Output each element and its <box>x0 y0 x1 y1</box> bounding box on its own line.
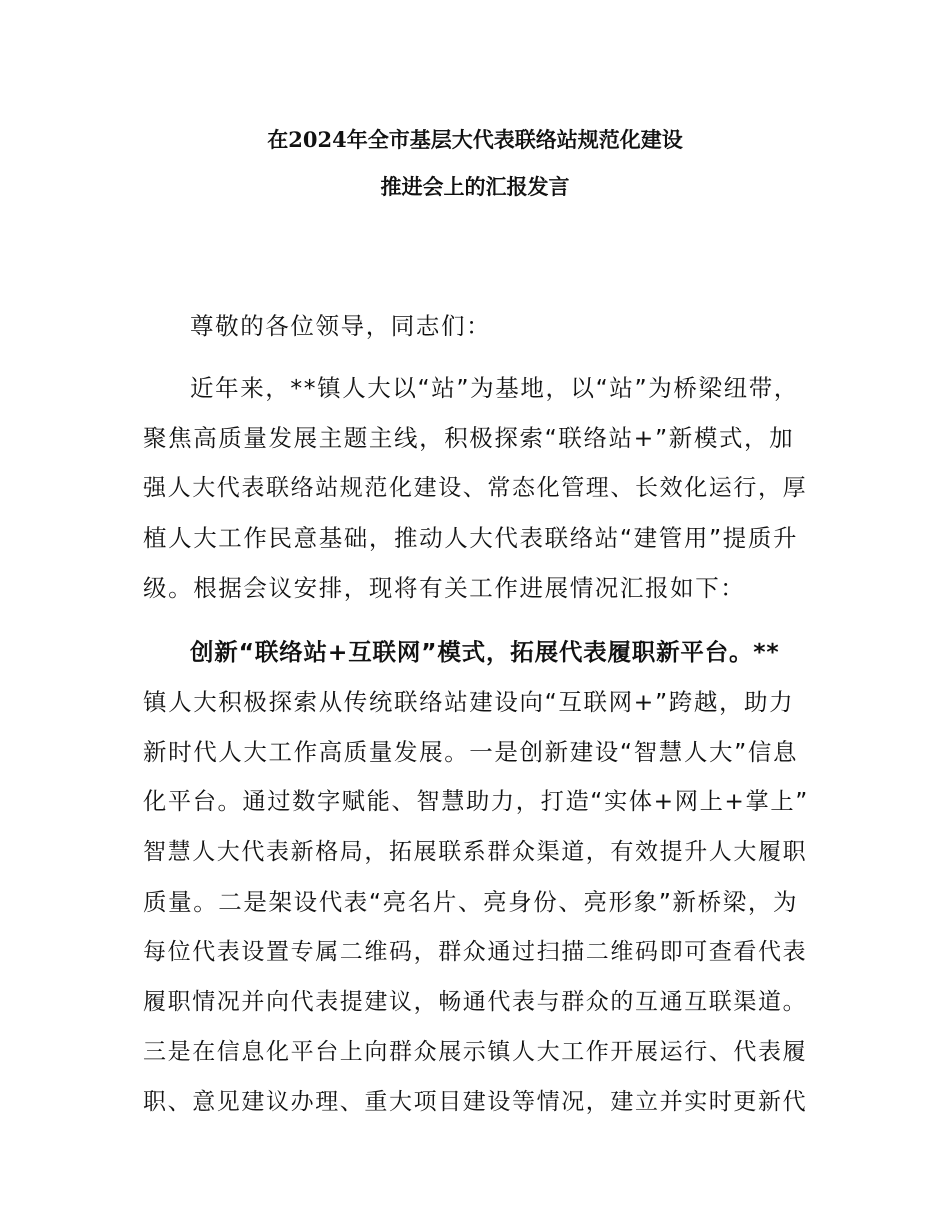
intro-line-2: 聚焦高质量发展主题主线，积极探索“联络站+”新模式，加 <box>143 424 795 452</box>
section-line-8: 三是在信息化平台上向群众展示镇人大工作开展运行、代表履 <box>143 1039 808 1065</box>
section-line-9: 职、意见建议办理、重大项目建设等情况，建立并实时更新代 <box>143 1089 808 1115</box>
section-heading: 创新“联络站+互联网”模式，拓展代表履职新平台。** <box>190 638 780 666</box>
salutation: 尊敬的各位领导，同志们： <box>190 312 492 340</box>
section-line-6: 每位代表设置专属二维码，群众通过扫描二维码即可查看代表 <box>143 939 808 965</box>
intro-line-5: 级。根据会议安排，现将有关工作进展情况汇报如下： <box>143 574 746 602</box>
section-line-5: 质量。二是架设代表“亮名片、亮身份、亮形象”新桥梁，为 <box>143 888 799 916</box>
intro-line-4: 植人大工作民意基础，推动人大代表联络站“建管用”提质升 <box>143 524 799 552</box>
section-line-4: 智慧人大代表新格局，拓展联系群众渠道，有效提升人大履职 <box>143 839 808 865</box>
document-title-line-1: 在2024年全市基层大代表联络站规范化建设 <box>267 127 683 152</box>
section-line-2: 新时代人大工作高质量发展。一是创新建设“智慧人大”信息 <box>143 738 799 766</box>
intro-line-1: 近年来，**镇人大以“站”为基地，以“站”为桥梁纽带， <box>190 374 799 402</box>
section-line-3: 化平台。通过数字赋能、智慧助力，打造“实体+网上+掌上” <box>143 788 809 815</box>
section-line-1: 镇人大积极探索从传统联络站建设向“互联网+”跨越，助力 <box>143 688 795 716</box>
document-title-line-2: 推进会上的汇报发言 <box>380 174 570 199</box>
intro-line-3: 强人大代表联络站规范化建设、常态化管理、长效化运行，厚 <box>143 475 808 501</box>
section-line-7: 履职情况并向代表提建议，畅通代表与群众的互通互联渠道。 <box>143 989 808 1015</box>
